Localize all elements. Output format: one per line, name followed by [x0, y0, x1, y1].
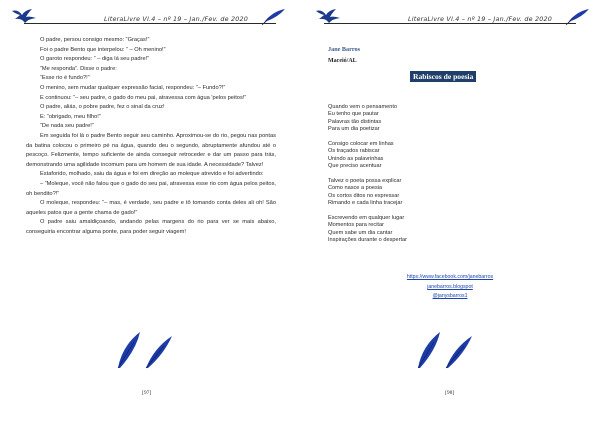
paragraph: E continuou: “– seu padre, o gado do meu pai, atravessa com água 'pelos peitos!”	[40, 94, 247, 101]
header-text: LiteraLivre Vl.4 – nº 19 – Jan./Fev. de 2020	[408, 15, 553, 23]
poem-line: Escrevendo em qualquer lugar	[328, 215, 405, 222]
header-rule	[24, 23, 276, 24]
poem-line: Inspirações durante o despertar	[328, 237, 407, 244]
stanza	[328, 178, 407, 208]
paragraph: O padre, aliás, o pobre padre, fez o sinal da cruz!	[40, 104, 165, 111]
paragraph: “De nada seu padre!”	[40, 123, 94, 130]
stanza	[328, 141, 407, 171]
author-links	[300, 273, 600, 302]
poem-line: Quem sabe um dia cantar	[328, 229, 393, 236]
poem-title: Rabiscos de poesia	[410, 71, 476, 82]
bird-emblem-icon	[314, 8, 344, 24]
paragraph: – “Moleque, você não falou que o gado do seu pai, atravessa esse rio com água pelos peitos, oh bendito?!”	[26, 180, 276, 197]
stanza	[328, 104, 407, 134]
feathers-icon	[410, 328, 500, 370]
bird-emblem-icon	[10, 8, 40, 24]
author-name: Jane Barros	[328, 46, 361, 53]
paragraph: O menino, sem mudar qualquer expressão facial, respondeu: “– Fundo?!”	[40, 84, 226, 91]
social-handle-link[interactable]: @janysbarros1	[432, 293, 468, 300]
poem-line: Que preciso acentuar	[328, 163, 382, 170]
feathers-icon	[110, 328, 200, 370]
paragraph: Estaforido, molhado, saiu da água e foi em direção ao moleque atrevido e foi advertindo:	[40, 171, 264, 178]
blog-link[interactable]: janebarros.blogspot	[427, 283, 473, 290]
stanza	[328, 215, 407, 245]
paragraph: “Esse rio é fundo?!”	[40, 75, 90, 82]
poem-line: Unindo as palavrinhas	[328, 155, 384, 162]
author-city: Maceió/AL	[328, 58, 357, 64]
poem-line: Para um dia poetizar	[328, 126, 380, 133]
header-rule	[324, 23, 576, 24]
poem	[328, 104, 407, 252]
paragraph: O garoto respondeu: “ – diga lá seu padre!”	[40, 56, 150, 63]
poem-line: Consigo colocar em linhas	[328, 141, 394, 148]
poem-line: Eu tenho que pautar	[328, 111, 379, 118]
paragraph: “Me responda”. Disse o padre:	[40, 65, 117, 72]
page-number: [97]	[142, 390, 152, 396]
poem-line: Quando vem o pensamento	[328, 104, 398, 110]
poem-line: Rimando e cada linha tracejar	[328, 200, 403, 207]
paragraph: Em seguida foi lá o padre Bento seguir seu caminho. Aproximou-se do rio, pegou nas pontas da batina colocou o primeiro pé na água, quando deu o segundo, abruptamente afundou até o pescoço. Felizmente, tempo suficiente de ainda conseguir retroceder e dar um passo para trás, demonstrando uma agilidade incomum para um homem de sua idade. A necessidade? Talvez!	[26, 132, 276, 168]
header-text: LiteraLivre Vl.4 – nº 19 – Jan./Fev. de 2020	[104, 15, 249, 23]
right-page	[300, 0, 600, 424]
paragraph: O moleque, respondeu: “– mas, é verdade, seu padre e tô tomando conta deles ali oh! São aqueles patos que a gente chama de gado!”	[26, 200, 276, 216]
facebook-link[interactable]: https://www.facebook.com/janebarros	[406, 274, 494, 280]
paragraph: E: “obrigado, meu filho!”	[40, 113, 101, 120]
paragraph: Foi o padre Bento que interpelou: “ – Oh menino!”	[40, 46, 166, 53]
page-number: [98]	[445, 390, 455, 396]
poem-line: Talvez o poeta possa explicar	[328, 178, 402, 185]
story-text	[26, 36, 276, 237]
paragraph: O padre saiu amaldiçoando, andando pelas margens do rio para ver se mais abaixo, conseguiria encontrar alguma ponte, para poder seguir viagem!	[26, 219, 276, 235]
poem-line: Como nasce a poesia	[328, 185, 383, 192]
poem-line: Os cortos ditos no expressar	[328, 192, 400, 199]
poem-line: Momentos para recitar	[328, 222, 384, 229]
page-header	[300, 6, 600, 28]
poem-line: Palavras tão distintas	[328, 118, 382, 125]
poem-line: Os traçados rabiscar	[328, 148, 380, 155]
paragraph: O padre, persou consigo mesmo: “Graças!”	[40, 37, 150, 43]
page-header	[0, 6, 300, 28]
